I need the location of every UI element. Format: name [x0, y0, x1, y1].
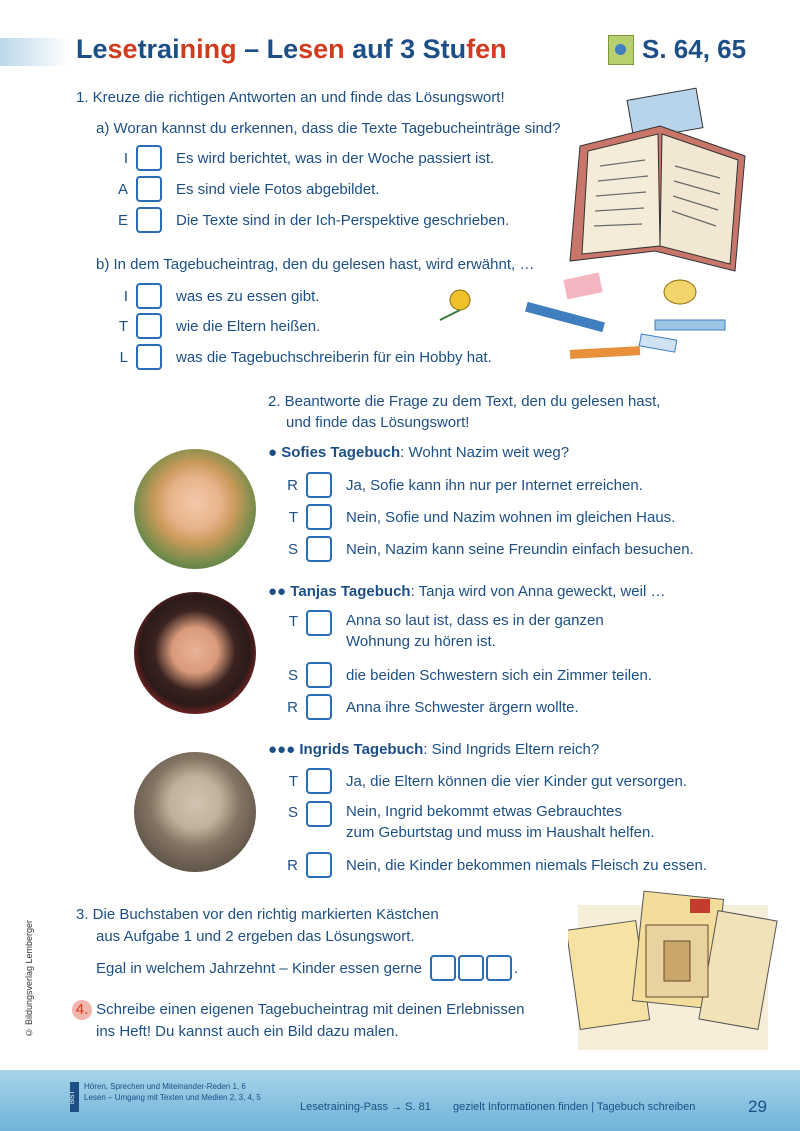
answer-checkbox[interactable]: [136, 145, 162, 171]
task2-intro-line1: 2. Beantworte die Frage zu dem Text, den du gelesen hast,: [268, 393, 661, 410]
answer-checkbox[interactable]: [306, 768, 332, 794]
footer-competence-2: Lesen – Umgang mit Texten und Medien 2, 3, 4, 5: [84, 1093, 261, 1102]
task1b-option-I: I was es zu essen gibt.: [114, 283, 319, 309]
bist-badge: BIST: [70, 1082, 79, 1112]
answer-checkbox[interactable]: [136, 313, 162, 339]
answer-checkbox[interactable]: [306, 610, 332, 636]
task1b-option-L: L was die Tagebuchschreiberin für ein Hobby hat.: [114, 344, 492, 370]
answer-checkbox[interactable]: [306, 801, 332, 827]
answer-checkbox[interactable]: [136, 283, 162, 309]
stationery-illustration: [430, 272, 740, 367]
answer-checkbox[interactable]: [136, 207, 162, 233]
photo-tanja: [134, 592, 256, 714]
answer-checkbox[interactable]: [136, 344, 162, 370]
section-ingrid-option-R: R Nein, die Kinder bekommen niemals Fleisch zu essen.: [284, 852, 707, 878]
section-sofie-option-S: S Nein, Nazim kann seine Freundin einfach besuchen.: [284, 536, 694, 562]
section-sofie-option-R: R Ja, Sofie kann ihn nur per Internet erreichen.: [284, 472, 643, 498]
answer-checkbox[interactable]: [136, 176, 162, 202]
title-decoration: [0, 38, 70, 66]
section-ingrid-option-T: T Ja, die Eltern können die vier Kinder gut versorgen.: [284, 768, 687, 794]
footer-skills: gezielt Informationen finden | Tagebuch schreiben: [453, 1101, 696, 1113]
answer-checkbox[interactable]: [306, 536, 332, 562]
section-ingrid-heading: ●●● Ingrids Tagebuch: Sind Ingrids Eltern reich?: [268, 741, 600, 758]
section-tanja-heading: ●● Tanjas Tagebuch: Tanja wird von Anna geweckt, weil …: [268, 583, 666, 600]
notes-illustration: [568, 885, 778, 1055]
task3-line1: 3. Die Buchstaben vor den richtig markierten Kästchen: [76, 906, 439, 923]
task4-line1: 4. Schreibe einen eigenen Tagebucheintrag mit deinen Erlebnissen: [72, 1000, 525, 1020]
solution-letter-box-1[interactable]: [430, 955, 456, 981]
footer-competence-1: Hören, Sprechen und Miteinander-Reden 1, 6: [84, 1082, 246, 1091]
section-ingrid-option-S: S Nein, Ingrid bekommt etwas Gebrauchtes zum Geburtstag und muss im Haushalt helfen.: [287, 803, 655, 841]
task1-intro: 1. Kreuze die richtigen Antworten an und finde das Lösungswort!: [76, 89, 505, 106]
task3-line2: aus Aufgabe 1 und 2 ergeben das Lösungswort.: [96, 928, 415, 945]
section-tanja-option-S: S die beiden Schwestern sich ein Zimmer teilen.: [284, 662, 652, 688]
diary-illustration: [560, 86, 760, 276]
footer-pass-reference: Lesetraining-Pass → S. 81: [300, 1101, 431, 1113]
task3-answer-row: Egal in welchem Jahrzehnt – Kinder essen gerne .: [96, 955, 518, 981]
section-tanja-option-T: T Anna so laut ist, dass es in der ganzen Wohnung zu hören ist.: [288, 612, 604, 650]
task1a-option-A: A Es sind viele Fotos abgebildet.: [114, 176, 379, 202]
answer-checkbox[interactable]: [306, 852, 332, 878]
book-icon: [608, 35, 634, 65]
answer-checkbox[interactable]: [306, 504, 332, 530]
section-sofie-option-T: T Nein, Sofie und Nazim wohnen im gleichen Haus.: [284, 504, 675, 530]
page-number: 29: [748, 1097, 767, 1116]
task4-line2: ins Heft! Du kannst auch ein Bild dazu malen.: [96, 1023, 399, 1040]
task1b-option-T: T wie die Eltern heißen.: [114, 313, 320, 339]
task4-number: 4.: [72, 1000, 92, 1020]
section-tanja-option-R: R Anna ihre Schwester ärgern wollte.: [284, 694, 579, 720]
answer-checkbox[interactable]: [306, 472, 332, 498]
copyright-notice: © Bildungsverlag Lemberger: [24, 920, 34, 1038]
page-reference: S. 64, 65: [608, 34, 746, 65]
solution-letter-box-3[interactable]: [486, 955, 512, 981]
task2-intro-line2: und finde das Lösungswort!: [286, 414, 470, 431]
task1a-option-E: E Die Texte sind in der Ich-Perspektive geschrieben.: [114, 207, 509, 233]
answer-checkbox[interactable]: [306, 662, 332, 688]
section-sofie-heading: ● Sofies Tagebuch: Wohnt Nazim weit weg?: [268, 444, 570, 461]
page-title: Lesetraining – Lesen auf 3 Stufen: [76, 34, 507, 64]
photo-sofie: [134, 449, 256, 569]
task1a-question: a) Woran kannst du erkennen, dass die Texte Tagebucheinträge sind?: [96, 120, 561, 137]
answer-checkbox[interactable]: [306, 694, 332, 720]
task1a-option-I: I Es wird berichtet, was in der Woche passiert ist.: [114, 145, 494, 171]
solution-letter-box-2[interactable]: [458, 955, 484, 981]
photo-ingrid: [134, 752, 256, 872]
task1b-question: b) In dem Tagebucheintrag, den du gelesen hast, wird erwähnt, …: [96, 256, 535, 273]
